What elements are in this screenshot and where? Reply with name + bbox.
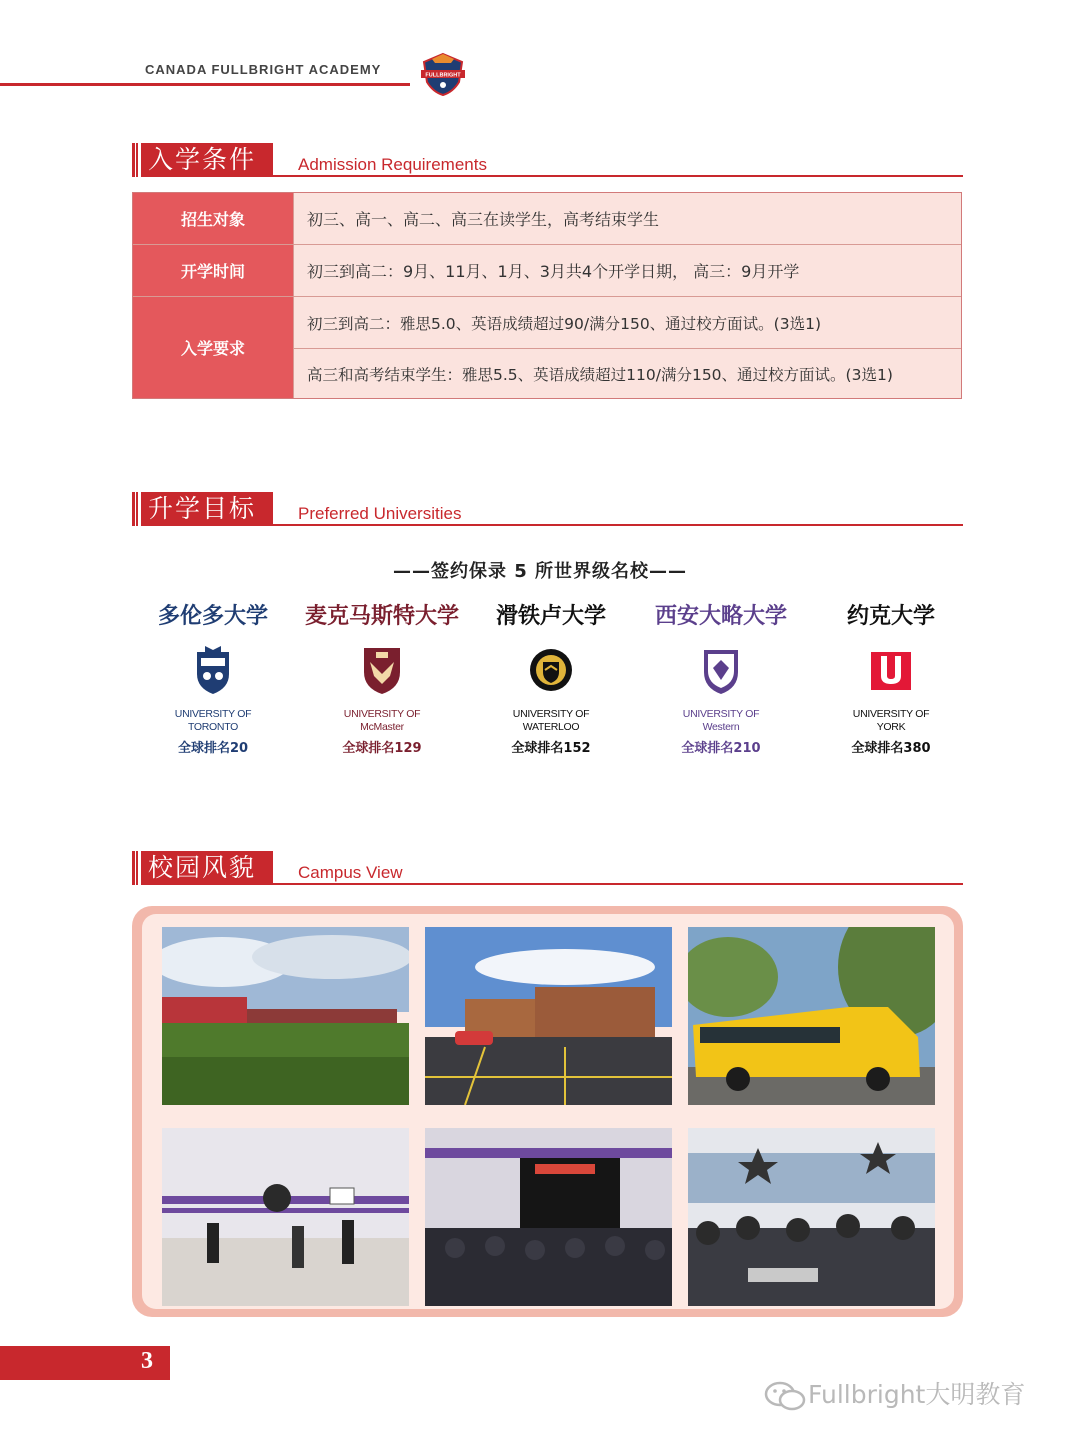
campus-heading bbox=[132, 851, 963, 887]
academy-name: CANADA FULLBRIGHT ACADEMY bbox=[145, 62, 382, 77]
campus-field-photo bbox=[162, 927, 409, 1105]
admission-heading bbox=[132, 143, 963, 179]
university-en-line1: UNIVERSITY OF bbox=[512, 708, 590, 720]
universities-tagline: ——签约保录 5 所世界级名校—— bbox=[392, 561, 688, 582]
toronto-crest-icon bbox=[191, 644, 235, 696]
university-mcmaster bbox=[297, 600, 467, 756]
row-label-target: 招生对象 bbox=[133, 193, 293, 244]
york-u-icon bbox=[869, 644, 913, 696]
university-en-line2: YORK bbox=[876, 721, 906, 733]
university-name: 滑铁卢大学 bbox=[495, 604, 606, 629]
admission-title-cn: 入学条件 bbox=[148, 145, 257, 174]
university-york bbox=[806, 600, 976, 756]
admission-table bbox=[132, 192, 962, 399]
gym-basketball-photo bbox=[162, 1128, 409, 1306]
university-rank: 全球排名210 bbox=[681, 741, 761, 756]
universities-title-en: Preferred Universities bbox=[298, 504, 462, 523]
university-en-line1: UNIVERSITY OF bbox=[682, 708, 760, 720]
universities-title-cn: 升学目标 bbox=[148, 494, 257, 523]
campus-title-cn: 校园风貌 bbox=[148, 853, 257, 882]
row-value-target: 初三、高一、高二、高三在读学生，高考结束学生 bbox=[293, 193, 961, 244]
university-rank: 全球排名380 bbox=[851, 741, 931, 756]
admission-title-en: Admission Requirements bbox=[298, 155, 487, 174]
university-en-line2: McMaster bbox=[360, 721, 404, 733]
wechat-icon bbox=[762, 1381, 808, 1411]
watermark-text: Fullbright大明教育 bbox=[808, 1380, 1026, 1409]
campus-title-en: Campus View bbox=[298, 863, 403, 882]
university-rank: 全球排名129 bbox=[342, 741, 422, 756]
auditorium-assembly-photo bbox=[425, 1128, 672, 1306]
header-rule bbox=[0, 83, 410, 86]
classroom-students-photo bbox=[688, 1128, 935, 1306]
university-en-line2: Western bbox=[702, 721, 740, 733]
university-en-line2: TORONTO bbox=[187, 721, 238, 733]
campus-building-parking-photo bbox=[425, 927, 672, 1105]
university-name: 约克大学 bbox=[846, 604, 935, 629]
row-value-start-date: 初三到高二：9月、11月、1月、3月共4个开学日期， 高三：9月开学 bbox=[293, 245, 961, 296]
row-label-requirements: 入学要求 bbox=[133, 297, 293, 398]
university-rank: 全球排名20 bbox=[177, 741, 249, 756]
university-name: 西安大略大学 bbox=[654, 604, 787, 629]
school-bus-photo bbox=[688, 927, 935, 1105]
row-value-requirements-senior: 高三和高考结束学生：雅思5.5、英语成绩超过110/满分150、通过校方面试。(3选1) bbox=[293, 349, 961, 398]
university-rank: 全球排名152 bbox=[511, 741, 591, 756]
university-en-line1: UNIVERSITY OF bbox=[343, 708, 421, 720]
university-name: 麦克马斯特大学 bbox=[304, 604, 459, 629]
university-toronto bbox=[128, 600, 298, 756]
watermark bbox=[762, 1375, 1025, 1411]
page-number: 3 bbox=[141, 1348, 153, 1374]
university-en-line1: UNIVERSITY OF bbox=[852, 708, 930, 720]
row-value-requirements-junior: 初三到高二：雅思5.0、英语成绩超过90/满分150、通过校方面试。(3选1) bbox=[293, 297, 961, 348]
row-label-start-date: 开学时间 bbox=[133, 245, 293, 296]
university-en-line2: WATERLOO bbox=[522, 721, 580, 733]
university-en-line1: UNIVERSITY OF bbox=[174, 708, 252, 720]
western-crest-icon bbox=[699, 644, 743, 696]
universities-heading bbox=[132, 492, 963, 528]
academy-shield-logo bbox=[418, 52, 468, 96]
waterloo-seal-icon bbox=[529, 644, 573, 696]
university-western bbox=[636, 600, 806, 756]
mcmaster-crest-icon bbox=[360, 644, 404, 696]
university-waterloo bbox=[466, 600, 636, 756]
svg-text:FULLBRIGHT: FULLBRIGHT bbox=[425, 72, 461, 79]
university-name: 多伦多大学 bbox=[157, 604, 268, 629]
